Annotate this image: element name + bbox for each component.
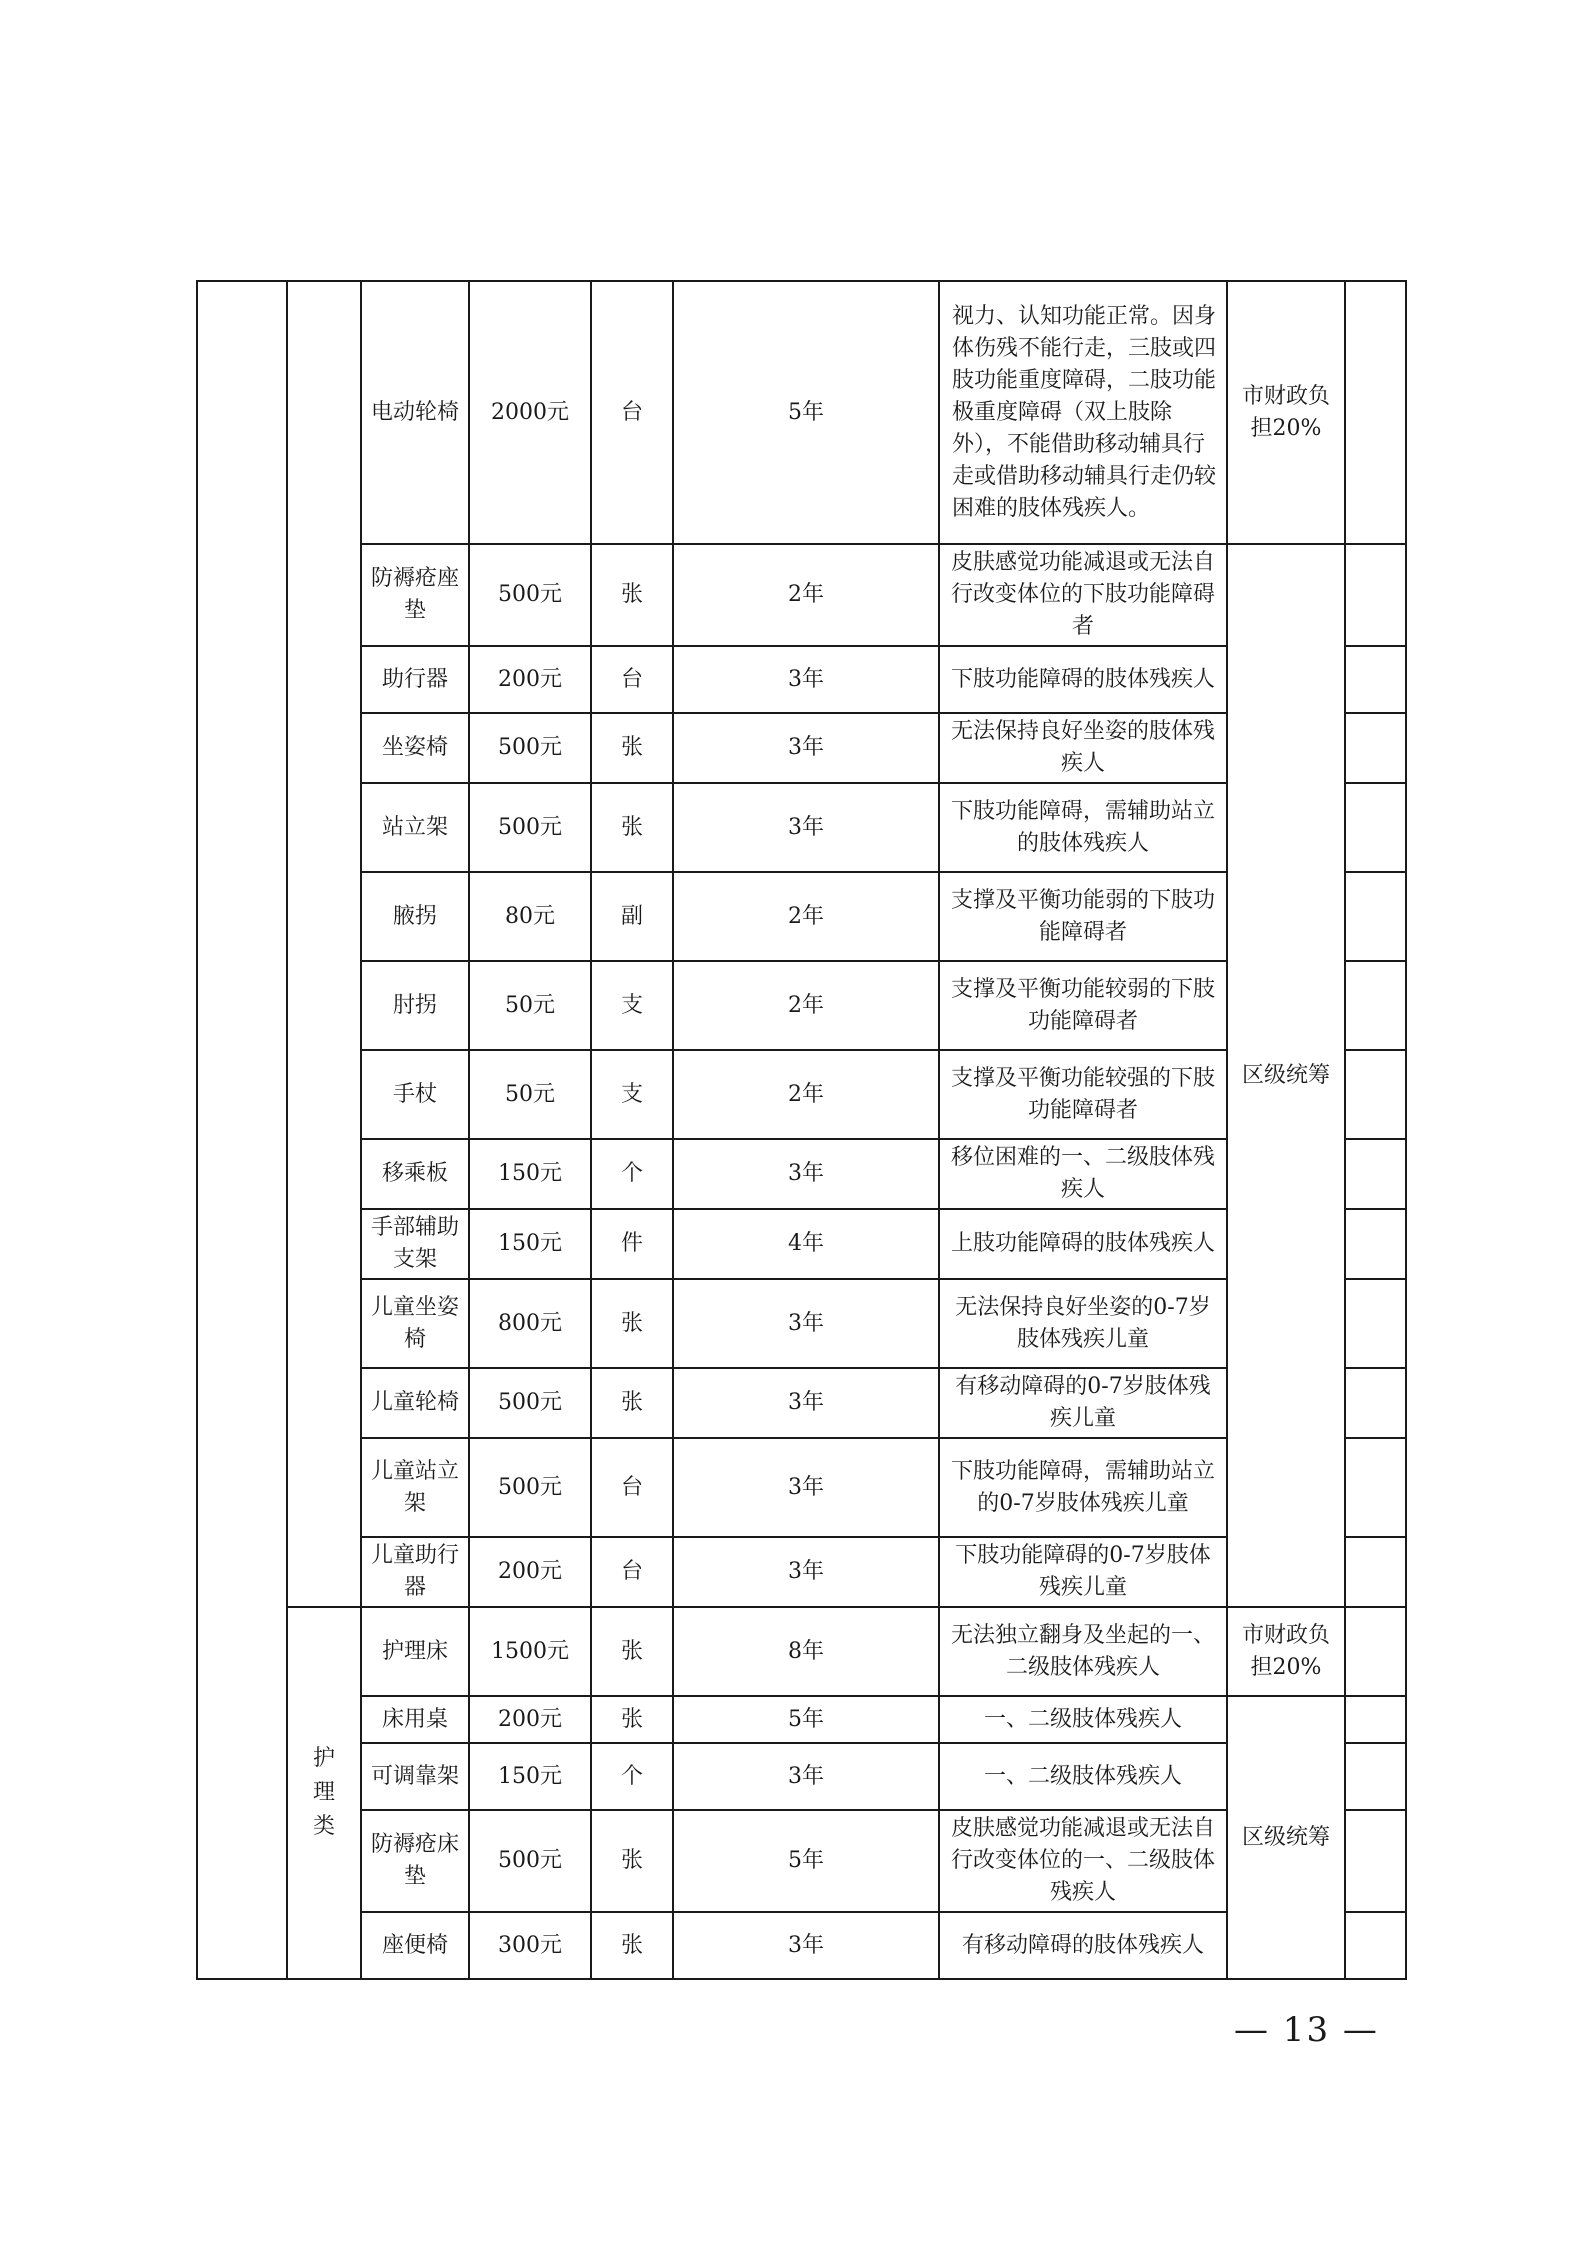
subcategory-column-cell <box>287 281 361 1607</box>
device-unit: 台 <box>591 1438 673 1537</box>
device-target: 下肢功能障碍的0-7岁肢体残疾儿童 <box>939 1537 1227 1607</box>
remark-cell <box>1345 281 1406 544</box>
remark-cell <box>1345 1438 1406 1537</box>
device-name: 可调靠架 <box>361 1743 469 1810</box>
device-name: 移乘板 <box>361 1139 469 1209</box>
device-name: 儿童助行器 <box>361 1537 469 1607</box>
remark-cell <box>1345 544 1406 646</box>
remark-cell <box>1345 783 1406 872</box>
device-years: 5年 <box>673 1810 939 1912</box>
funding-cell: 区级统筹 <box>1227 544 1345 1607</box>
remark-cell <box>1345 1279 1406 1368</box>
device-unit: 个 <box>591 1743 673 1810</box>
device-price: 500元 <box>469 713 591 783</box>
device-unit: 支 <box>591 961 673 1050</box>
table-row <box>197 961 1406 1050</box>
device-target: 支撑及平衡功能弱的下肢功能障碍者 <box>939 872 1227 961</box>
device-unit: 个 <box>591 1139 673 1209</box>
device-years: 2年 <box>673 961 939 1050</box>
device-years: 2年 <box>673 872 939 961</box>
device-target: 下肢功能障碍，需辅助站立的肢体残疾人 <box>939 783 1227 872</box>
device-years: 3年 <box>673 1743 939 1810</box>
device-unit: 台 <box>591 1537 673 1607</box>
device-years: 5年 <box>673 281 939 544</box>
device-price: 50元 <box>469 961 591 1050</box>
remark-cell <box>1345 1537 1406 1607</box>
device-name: 腋拐 <box>361 872 469 961</box>
device-name: 儿童站立架 <box>361 1438 469 1537</box>
device-unit: 支 <box>591 1050 673 1139</box>
device-years: 3年 <box>673 713 939 783</box>
table-row <box>197 1912 1406 1979</box>
table-row <box>197 1607 1406 1696</box>
table-row <box>197 783 1406 872</box>
device-price: 500元 <box>469 1810 591 1912</box>
device-unit: 台 <box>591 646 673 713</box>
device-years: 3年 <box>673 1279 939 1368</box>
device-price: 1500元 <box>469 1607 591 1696</box>
device-target: 下肢功能障碍的肢体残疾人 <box>939 646 1227 713</box>
device-years: 3年 <box>673 1438 939 1537</box>
device-price: 800元 <box>469 1279 591 1368</box>
device-name: 助行器 <box>361 646 469 713</box>
device-target: 上肢功能障碍的肢体残疾人 <box>939 1209 1227 1279</box>
remark-cell <box>1345 1810 1406 1912</box>
device-name: 护理床 <box>361 1607 469 1696</box>
device-target: 支撑及平衡功能较弱的下肢功能障碍者 <box>939 961 1227 1050</box>
remark-cell <box>1345 1209 1406 1279</box>
device-target: 一、二级肢体残疾人 <box>939 1696 1227 1743</box>
device-price: 500元 <box>469 1368 591 1438</box>
table-row <box>197 1438 1406 1537</box>
device-unit: 张 <box>591 713 673 783</box>
device-target: 皮肤感觉功能减退或无法自行改变体位的下肢功能障碍者 <box>939 544 1227 646</box>
device-unit: 张 <box>591 1368 673 1438</box>
device-years: 8年 <box>673 1607 939 1696</box>
remark-cell <box>1345 713 1406 783</box>
device-target: 一、二级肢体残疾人 <box>939 1743 1227 1810</box>
device-target: 移位困难的一、二级肢体残疾人 <box>939 1139 1227 1209</box>
device-years: 2年 <box>673 1050 939 1139</box>
table-row <box>197 1537 1406 1607</box>
device-name: 手杖 <box>361 1050 469 1139</box>
remark-cell <box>1345 1696 1406 1743</box>
device-target: 有移动障碍的肢体残疾人 <box>939 1912 1227 1979</box>
remark-cell <box>1345 961 1406 1050</box>
device-unit: 台 <box>591 281 673 544</box>
device-name: 手部辅助支架 <box>361 1209 469 1279</box>
device-unit: 张 <box>591 1607 673 1696</box>
device-target: 无法保持良好坐姿的肢体残疾人 <box>939 713 1227 783</box>
device-price: 500元 <box>469 544 591 646</box>
device-price: 300元 <box>469 1912 591 1979</box>
table-row <box>197 1743 1406 1810</box>
table-row <box>197 1279 1406 1368</box>
device-years: 3年 <box>673 1912 939 1979</box>
device-name: 座便椅 <box>361 1912 469 1979</box>
device-years: 2年 <box>673 544 939 646</box>
remark-cell <box>1345 646 1406 713</box>
category-care-cell <box>287 1607 361 1979</box>
device-name: 肘拐 <box>361 961 469 1050</box>
table-row <box>197 1050 1406 1139</box>
table-row <box>197 1139 1406 1209</box>
category-care-label: 护理类 <box>312 1746 335 1839</box>
funding-cell: 市财政负担20% <box>1227 1607 1345 1696</box>
device-target: 支撑及平衡功能较强的下肢功能障碍者 <box>939 1050 1227 1139</box>
device-years: 3年 <box>673 783 939 872</box>
device-name: 坐姿椅 <box>361 713 469 783</box>
device-unit: 件 <box>591 1209 673 1279</box>
table-row <box>197 646 1406 713</box>
device-unit: 副 <box>591 872 673 961</box>
remark-cell <box>1345 1607 1406 1696</box>
device-target: 无法独立翻身及坐起的一、二级肢体残疾人 <box>939 1607 1227 1696</box>
device-price: 200元 <box>469 1696 591 1743</box>
category-column-cell <box>197 281 287 1979</box>
device-unit: 张 <box>591 1696 673 1743</box>
device-years: 3年 <box>673 646 939 713</box>
device-name: 站立架 <box>361 783 469 872</box>
device-name: 防褥疮床垫 <box>361 1810 469 1912</box>
device-price: 50元 <box>469 1050 591 1139</box>
device-target: 无法保持良好坐姿的0-7岁肢体残疾儿童 <box>939 1279 1227 1368</box>
device-price: 80元 <box>469 872 591 961</box>
device-unit: 张 <box>591 783 673 872</box>
remark-cell <box>1345 1368 1406 1438</box>
table-row <box>197 1696 1406 1743</box>
remark-cell <box>1345 1912 1406 1979</box>
device-unit: 张 <box>591 1912 673 1979</box>
device-name: 儿童轮椅 <box>361 1368 469 1438</box>
device-price: 200元 <box>469 646 591 713</box>
remark-cell <box>1345 1050 1406 1139</box>
device-price: 200元 <box>469 1537 591 1607</box>
table-row <box>197 872 1406 961</box>
device-target: 皮肤感觉功能减退或无法自行改变体位的一、二级肢体残疾人 <box>939 1810 1227 1912</box>
device-target: 有移动障碍的0-7岁肢体残疾儿童 <box>939 1368 1227 1438</box>
device-years: 3年 <box>673 1537 939 1607</box>
device-unit: 张 <box>591 1810 673 1912</box>
device-price: 500元 <box>469 1438 591 1537</box>
device-price: 150元 <box>469 1209 591 1279</box>
device-price: 500元 <box>469 783 591 872</box>
funding-cell: 市财政负担20% <box>1227 281 1345 544</box>
device-price: 150元 <box>469 1139 591 1209</box>
device-years: 5年 <box>673 1696 939 1743</box>
device-target: 视力、认知功能正常。因身体伤残不能行走，三肢或四肢功能重度障碍，二肢功能极重度障碍（双上肢除外），不能借助移动辅具行走或借助移动辅具行走仍较困难的肢体残疾人。 <box>939 281 1227 544</box>
remark-cell <box>1345 1139 1406 1209</box>
device-name: 儿童坐姿椅 <box>361 1279 469 1368</box>
device-years: 3年 <box>673 1368 939 1438</box>
device-years: 3年 <box>673 1139 939 1209</box>
device-unit: 张 <box>591 544 673 646</box>
device-name: 电动轮椅 <box>361 281 469 544</box>
device-target: 下肢功能障碍，需辅助站立的0-7岁肢体残疾儿童 <box>939 1438 1227 1537</box>
remark-cell <box>1345 872 1406 961</box>
table-row <box>197 1368 1406 1438</box>
device-unit: 张 <box>591 1279 673 1368</box>
assistive-device-table <box>196 280 1407 1980</box>
device-price: 150元 <box>469 1743 591 1810</box>
remark-cell <box>1345 1743 1406 1810</box>
device-years: 4年 <box>673 1209 939 1279</box>
funding-cell: 区级统筹 <box>1227 1696 1345 1979</box>
table-row <box>197 713 1406 783</box>
table-row <box>197 1810 1406 1912</box>
table-row <box>197 1209 1406 1279</box>
table-row <box>197 544 1406 646</box>
device-price: 2000元 <box>469 281 591 544</box>
device-name: 床用桌 <box>361 1696 469 1743</box>
table-row <box>197 281 1406 544</box>
page-number: — 13 — <box>1234 2010 1379 2050</box>
device-name: 防褥疮座垫 <box>361 544 469 646</box>
